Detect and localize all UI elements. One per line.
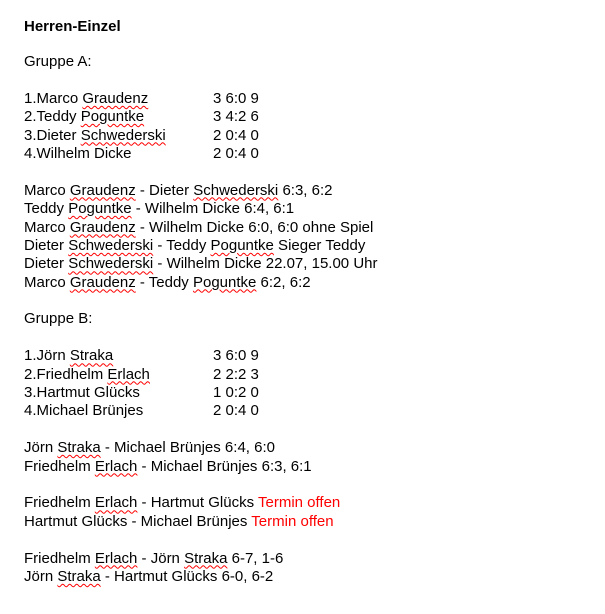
standing-score: 3 6:0 9 (213, 347, 259, 365)
standing-row (24, 347, 605, 365)
standing-row (24, 127, 605, 145)
match-result: Marco Graudenz - Dieter Schwederski 6:3, 6:2 (24, 181, 333, 199)
spellcheck-word: Erlach (107, 365, 150, 383)
standing-name: 1.Jörn Straka (24, 347, 114, 365)
spellcheck-word: Poguntke (80, 108, 145, 126)
match-result: Marco Graudenz - Wilhelm Dicke 6:0, 6:0 ohne Spiel (24, 218, 374, 236)
spellcheck-word: Erlach (94, 494, 138, 512)
spellcheck-word: Schwederski (68, 236, 154, 254)
spellcheck-word: Schwederski (193, 181, 279, 199)
match-pending (24, 494, 605, 512)
match-result: Dieter Schwederski - Teddy Poguntke Sieger Teddy (24, 236, 366, 254)
match-result: Friedhelm Erlach - Jörn Straka 6-7, 1-6 (24, 549, 284, 567)
pending-status: Termin offen (251, 512, 334, 530)
spellcheck-word: Erlach (94, 457, 138, 475)
spellcheck-word: Graudenz (69, 218, 136, 236)
page-title: Herren-Einzel (24, 18, 121, 35)
match-result: Dieter Schwederski - Wilhelm Dicke 22.07, 15.00 Uhr (24, 255, 378, 273)
standing-score: 3 4:2 6 (213, 108, 259, 126)
spellcheck-word: Graudenz (69, 273, 136, 291)
standing-row (24, 384, 605, 402)
standing-score: 2 0:4 0 (213, 144, 259, 162)
spellcheck-word: Graudenz (82, 89, 149, 107)
match-result: Jörn Straka - Hartmut Glücks 6-0, 6-2 (24, 567, 274, 585)
spellcheck-word: Poguntke (68, 200, 132, 218)
match-players: Hartmut Glücks - Michael Brünjes (24, 512, 252, 530)
standing-name: 3.Hartmut Glücks (24, 384, 140, 402)
standing-name: 4.Wilhelm Dicke (24, 144, 132, 162)
spacer (24, 292, 605, 310)
pending-status: Termin offen (257, 494, 341, 512)
document-page (24, 17, 605, 586)
group-a-heading: Gruppe A: (24, 53, 92, 70)
standing-row (24, 402, 605, 420)
standing-name: 3.Dieter Schwederski (24, 126, 166, 144)
standing-score: 3 6:0 9 (213, 89, 259, 107)
standing-name: 1.Marco Graudenz (24, 89, 149, 107)
group-b-heading: Gruppe B: (24, 310, 93, 328)
match-result: Marco Graudenz - Teddy Poguntke 6:2, 6:2 (24, 273, 311, 291)
spacer (24, 71, 605, 89)
spellcheck-word: Schwederski (80, 126, 166, 144)
match-pending (24, 513, 605, 531)
standing-name: 4.Michael Brünjes (24, 402, 144, 420)
spellcheck-word: Straka (57, 567, 101, 585)
standing-name: 2.Friedhelm Erlach (24, 365, 150, 383)
standing-row (24, 108, 605, 126)
standing-score: 1 0:2 0 (213, 384, 259, 402)
spellcheck-word: Poguntke (192, 273, 257, 291)
standing-row (24, 145, 605, 163)
spacer (24, 421, 605, 439)
spellcheck-word: Straka (57, 439, 101, 457)
spacer (24, 531, 605, 549)
standing-name: 2.Teddy Poguntke (24, 108, 145, 126)
standing-score: 2 0:4 0 (213, 126, 259, 144)
standing-score: 2 0:4 0 (213, 402, 259, 420)
spacer (24, 476, 605, 494)
match-players: Friedhelm Erlach - Hartmut Glücks (24, 494, 258, 512)
match-result: Teddy Poguntke - Wilhelm Dicke 6:4, 6:1 (24, 200, 295, 218)
spellcheck-word: Straka (69, 347, 114, 365)
spellcheck-word: Poguntke (210, 236, 274, 254)
match-result: Friedhelm Erlach - Michael Brünjes 6:3, 6:1 (24, 457, 312, 475)
standing-row (24, 90, 605, 108)
standing-row (24, 366, 605, 384)
spacer (24, 163, 605, 181)
standing-score: 2 2:2 3 (213, 365, 259, 383)
spellcheck-word: Graudenz (69, 181, 136, 199)
spellcheck-word: Straka (184, 549, 228, 567)
spellcheck-word: Erlach (94, 549, 138, 567)
match-result: Jörn Straka - Michael Brünjes 6:4, 6:0 (24, 439, 275, 457)
spacer (24, 329, 605, 347)
spellcheck-word: Schwederski (68, 255, 154, 273)
